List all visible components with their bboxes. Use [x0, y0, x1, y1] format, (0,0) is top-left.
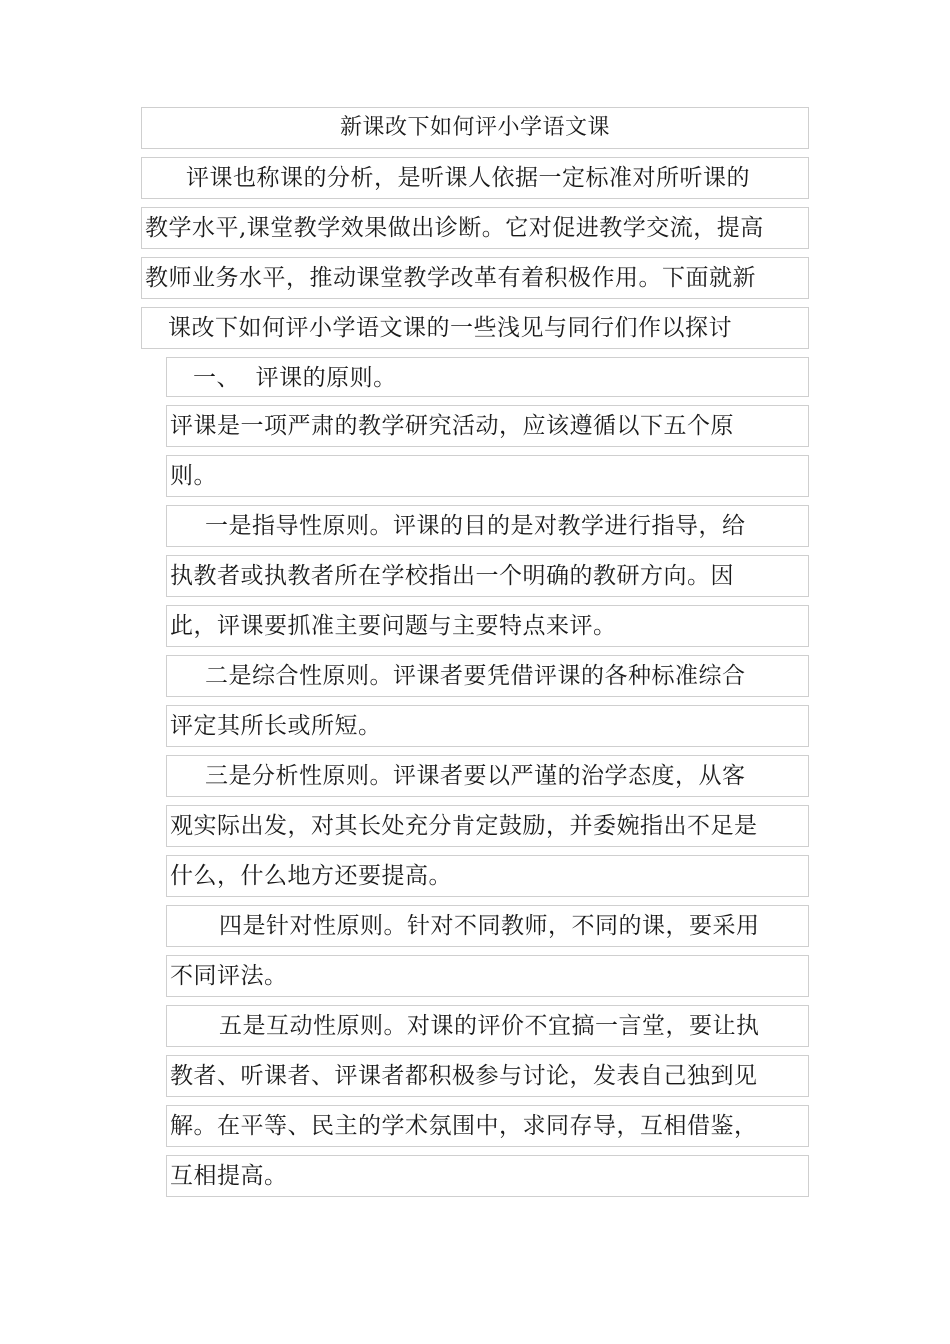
text-line: 评定其所长或所短。 — [166, 705, 809, 747]
text-line: 互相提高。 — [166, 1155, 809, 1197]
text-line: 三是分析性原则。评课者要以严谨的治学态度，从客 — [166, 755, 809, 797]
intro-line: 课改下如何评小学语文课的一些浅见与同行们作以探讨 — [141, 307, 809, 349]
text-line: 则。 — [166, 455, 809, 497]
section-heading: 一、 评课的原则。 — [166, 357, 809, 397]
intro-line: 教师业务水平，推动课堂教学改革有着积极作用。下面就新 — [141, 257, 809, 299]
text-line: 一是指导性原则。评课的目的是对教学进行指导，给 — [166, 505, 809, 547]
text-line: 教者、听课者、评课者都积极参与讨论，发表自己独到见 — [166, 1055, 809, 1097]
text-line: 此，评课要抓准主要问题与主要特点来评。 — [166, 605, 809, 647]
text-line: 解。在平等、民主的学术氛围中，求同存导，互相借鉴， — [166, 1105, 809, 1147]
text-line: 二是综合性原则。评课者要凭借评课的各种标准综合 — [166, 655, 809, 697]
text-line: 什么，什么地方还要提高。 — [166, 855, 809, 897]
text-line: 四是针对性原则。针对不同教师，不同的课，要采用 — [166, 905, 809, 947]
text-line: 五是互动性原则。对课的评价不宜搞一言堂，要让执 — [166, 1005, 809, 1047]
intro-line: 评课也称课的分析，是听课人依据一定标准对所听课的 — [141, 157, 809, 199]
text-line: 评课是一项严肃的教学研究活动，应该遵循以下五个原 — [166, 405, 809, 447]
text-line: 执教者或执教者所在学校指出一个明确的教研方向。因 — [166, 555, 809, 597]
text-line: 不同评法。 — [166, 955, 809, 997]
page-title: 新课改下如何评小学语文课 — [141, 107, 809, 149]
text-line: 观实际出发，对其长处充分肯定鼓励，并委婉指出不足是 — [166, 805, 809, 847]
intro-line: 教学水平,课堂教学效果做出诊断。它对促进教学交流，提高 — [141, 207, 809, 249]
